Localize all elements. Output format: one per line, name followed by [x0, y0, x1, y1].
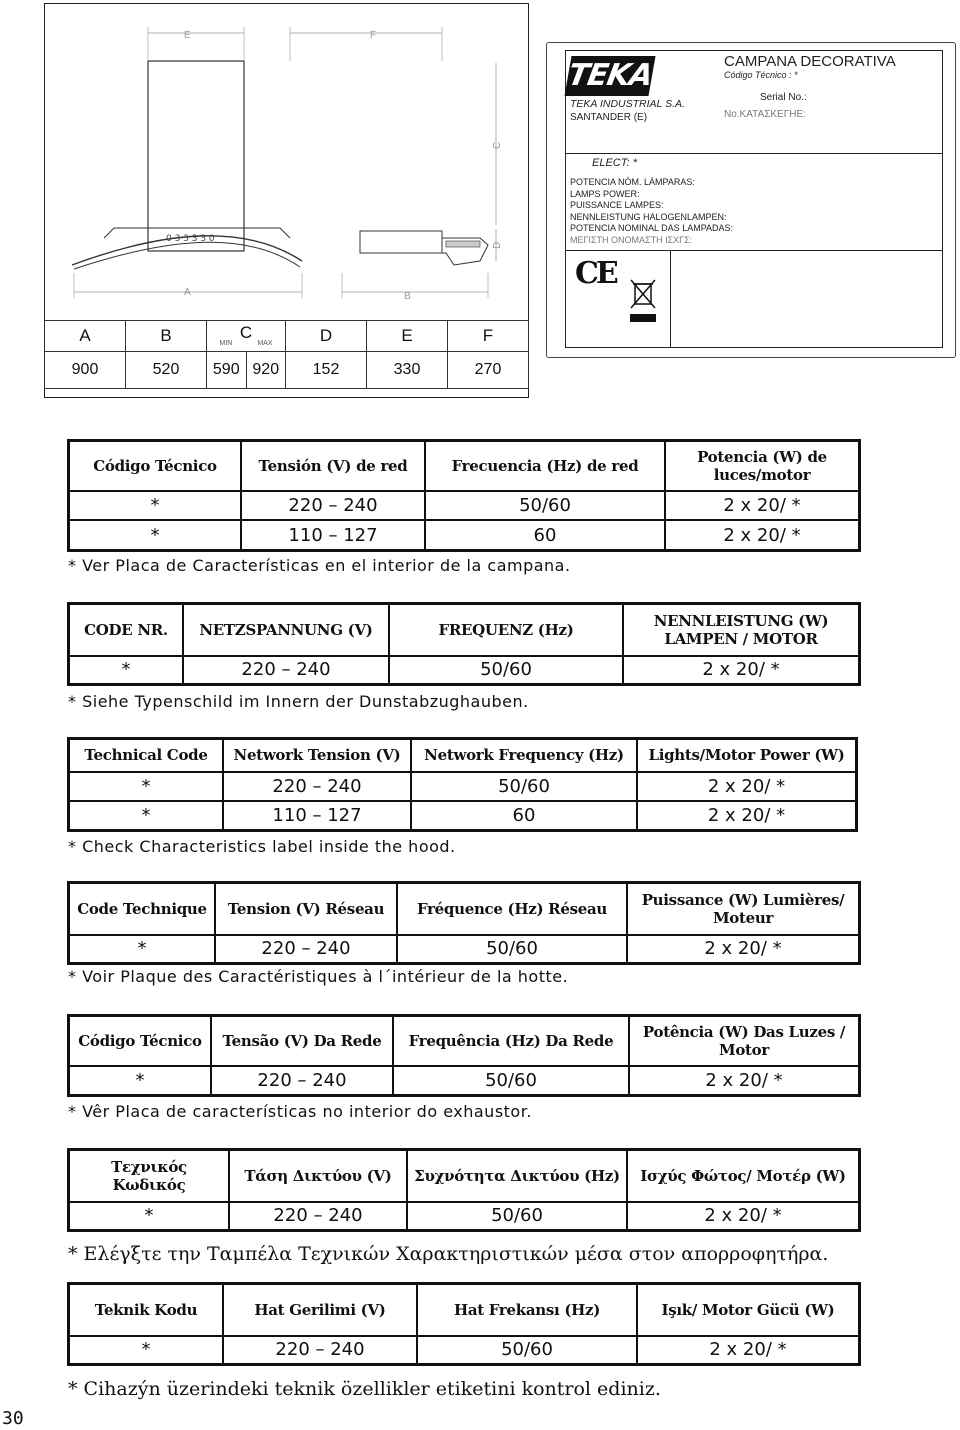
- spec-header: Technical Code: [69, 739, 224, 772]
- power-line: NENNLEISTUNG HALOGENLAMPEN:: [570, 211, 727, 222]
- power-line: LAMPS POWER:: [570, 188, 640, 199]
- spec-table-tr: [67, 1282, 861, 1366]
- dim-c-min-label: MIN: [219, 340, 233, 347]
- plate-divider-vertical: [670, 250, 671, 348]
- ce-mark: CE: [575, 256, 616, 291]
- spec-cell: 2 x 20/ *: [637, 801, 857, 831]
- spec-header: Tensão (V) Da Rede: [211, 1016, 393, 1066]
- spec-cell: *: [69, 1336, 224, 1365]
- spec-header: Frequência (Hz) Da Rede: [393, 1016, 629, 1066]
- spec-header: Fréquence (Hz) Réseau: [397, 883, 627, 935]
- spec-cell: *: [69, 520, 242, 550]
- plate-divider-top: [565, 153, 943, 154]
- spec-cell: 2 x 20/ *: [665, 520, 860, 550]
- dim-header-c: [207, 321, 286, 352]
- dim-header-b: B: [126, 321, 207, 352]
- teka-logo-text: TEKA: [564, 56, 655, 96]
- spec-cell: 220 – 240: [215, 935, 397, 964]
- spec-header: NETZSPANNUNG (V): [183, 604, 389, 656]
- spec-note-gr: * Ελέγξτε την Ταμπέλα Τεχνικών Χαρακτηριστικών μέσα στον απορροφητήρα.: [68, 1243, 829, 1265]
- spec-cell: 60: [425, 520, 665, 550]
- spec-note-pt: * Vêr Placa de características no interior do exhaustor.: [68, 1102, 532, 1121]
- spec-cell: 220 – 240: [211, 1066, 393, 1096]
- company-city: SANTANDER (E): [570, 112, 648, 123]
- dim-header-a: A: [45, 321, 126, 352]
- spec-table-de: [67, 602, 861, 686]
- table-row: [69, 801, 857, 831]
- spec-header: FREQUENZ (Hz): [389, 604, 623, 656]
- teka-logo: [565, 56, 655, 96]
- spec-header: Hat Frekansı (Hz): [417, 1284, 637, 1336]
- spec-cell: 2 x 20/ *: [637, 772, 857, 801]
- spec-note-de: * Siehe Typenschild im Innern der Dunstabzughauben.: [68, 692, 529, 711]
- table-row: [69, 1066, 860, 1096]
- spec-header: Τεχνικός Κωδικός: [69, 1150, 230, 1202]
- spec-header: NENNLEISTUNG (W) LAMPEN / MOTOR: [623, 604, 860, 656]
- spec-header: Network Tension (V): [223, 739, 411, 772]
- dim-label-e: E: [184, 30, 191, 41]
- dim-c-max-label: MAX: [257, 340, 273, 347]
- power-line-greek: ΜΕΓΙΣΤΗ ΟΝΟΜΑΣΤΗ ΙΣΧΓΣ:: [570, 234, 693, 245]
- spec-header: Teknik Kodu: [69, 1284, 224, 1336]
- spec-cell: 220 – 240: [223, 1336, 417, 1365]
- spec-cell: 60: [411, 801, 637, 831]
- spec-cell: 50/60: [389, 656, 623, 685]
- power-line: PUISSANCE LAMPES:: [570, 200, 664, 210]
- spec-header: Puissance (W) Lumières/ Moteur: [627, 883, 860, 935]
- technical-code-label: Código Técnico : *: [724, 70, 798, 80]
- spec-header: Işık/ Motor Gücü (W): [637, 1284, 860, 1336]
- dim-header-d: D: [286, 321, 367, 352]
- table-row: [69, 1336, 860, 1365]
- spec-table-pt: [67, 1014, 861, 1097]
- spec-header: Network Frequency (Hz): [411, 739, 637, 772]
- table-row: [69, 1202, 860, 1231]
- spec-cell: *: [69, 935, 216, 964]
- serial-number-label: Serial No.:: [760, 92, 807, 103]
- spec-cell: 2 x 20/ *: [665, 491, 860, 521]
- table-row: [69, 520, 860, 550]
- spec-cell: 220 – 240: [229, 1202, 407, 1231]
- spec-cell: *: [69, 801, 224, 831]
- spec-cell: *: [69, 772, 224, 801]
- table-row: [69, 656, 860, 685]
- dim-value-d: 152: [286, 352, 367, 389]
- spec-table-fr: [67, 881, 861, 965]
- power-line: POTENCIA NOMINAL DAS LAMPADAS:: [570, 223, 734, 233]
- spec-cell: *: [69, 491, 242, 521]
- dim-label-c: C: [492, 141, 503, 149]
- dim-value-c-min: 590: [207, 352, 247, 389]
- spec-header: Τάση Δικτύου (V): [229, 1150, 407, 1202]
- product-name: CAMPANA DECORATIVA: [724, 53, 896, 70]
- serial-number-label-gr: No.ΚΑΤΑΣΚΕΓΗΕ:: [724, 109, 806, 120]
- dim-value-b: 520: [126, 352, 207, 389]
- spec-table-gr: [67, 1148, 861, 1232]
- company-name: TEKA INDUSTRIAL S.A.: [570, 98, 685, 110]
- table-row: [69, 772, 857, 801]
- dimensions-table: [44, 320, 529, 389]
- plate-divider-bottom: [565, 250, 943, 251]
- spec-cell: 50/60: [393, 1066, 629, 1096]
- dim-header-f: F: [448, 321, 529, 352]
- spec-cell: 2 x 20/ *: [627, 935, 860, 964]
- hood-outline-drawing: [44, 3, 529, 321]
- spec-cell: 220 – 240: [223, 772, 411, 801]
- dim-label-b: B: [404, 291, 411, 302]
- spec-header: Συχνότητα Δικτύου (Hz): [407, 1150, 627, 1202]
- spec-cell: 110 – 127: [223, 801, 411, 831]
- spec-cell: 50/60: [417, 1336, 637, 1365]
- spec-cell: *: [69, 656, 184, 685]
- table-row: [69, 935, 860, 964]
- dim-value-c-max: 920: [246, 352, 286, 389]
- spec-cell: *: [69, 1202, 230, 1231]
- spec-table-en: [67, 737, 858, 832]
- spec-header: Tensión (V) de red: [241, 441, 425, 491]
- spec-cell: 2 x 20/ *: [637, 1336, 860, 1365]
- spec-cell: 110 – 127: [241, 520, 425, 550]
- spec-header: Frecuencia (Hz) de red: [425, 441, 665, 491]
- spec-header: Potencia (W) de luces/motor: [665, 441, 860, 491]
- power-lines: [570, 177, 733, 246]
- dim-label-a: A: [184, 287, 191, 298]
- spec-note-fr: * Voir Plaque des Caractéristiques à l´intérieur de la hotte.: [68, 967, 569, 986]
- spec-cell: 2 x 20/ *: [623, 656, 860, 685]
- spec-cell: 50/60: [411, 772, 637, 801]
- table-row: [69, 491, 860, 521]
- spec-header: Código Técnico: [69, 441, 242, 491]
- spec-header: Hat Gerilimi (V): [223, 1284, 417, 1336]
- dim-label-f: F: [370, 30, 377, 41]
- spec-note-en: * Check Characteristics label inside the hood.: [68, 837, 456, 856]
- dim-value-e: 330: [367, 352, 448, 389]
- spec-note-es: * Ver Placa de Características en el interior de la campana.: [68, 556, 571, 575]
- dim-label-d: D: [492, 241, 503, 249]
- spec-cell: 2 x 20/ *: [627, 1202, 860, 1231]
- spec-cell: *: [69, 1066, 212, 1096]
- elect-label: ELECT: *: [592, 157, 638, 169]
- spec-note-tr: * Cihazýn üzerindeki teknik özellikler etiketini kontrol ediniz.: [68, 1378, 661, 1400]
- spec-cell: 2 x 20/ *: [629, 1066, 860, 1096]
- svg-text:0 3 3 3 3 0: 0 3 3 3 3 0: [166, 234, 215, 244]
- page-number: 30: [2, 1408, 24, 1429]
- spec-header: Código Técnico: [69, 1016, 212, 1066]
- spec-cell: 50/60: [397, 935, 627, 964]
- spec-header: Tension (V) Réseau: [215, 883, 397, 935]
- spec-cell: 50/60: [407, 1202, 627, 1231]
- spec-header: Potência (W) Das Luzes / Motor: [629, 1016, 860, 1066]
- spec-cell: 50/60: [425, 491, 665, 521]
- dim-header-e: E: [367, 321, 448, 352]
- spec-header: Ισχύς Φώτος/ Μοτέρ (W): [627, 1150, 860, 1202]
- spec-header: Code Technique: [69, 883, 216, 935]
- dim-value-f: 270: [448, 352, 529, 389]
- dim-value-a: 900: [45, 352, 126, 389]
- dim-header-c-label: C: [239, 323, 253, 342]
- weee-bin-icon: [628, 278, 658, 324]
- spec-header: CODE NR.: [69, 604, 184, 656]
- power-line: POTENCIA NÓM. LÁMPARAS:: [570, 177, 695, 187]
- spec-cell: 220 – 240: [241, 491, 425, 521]
- spec-header: Lights/Motor Power (W): [637, 739, 857, 772]
- spec-table-es: [67, 439, 861, 552]
- spec-cell: 220 – 240: [183, 656, 389, 685]
